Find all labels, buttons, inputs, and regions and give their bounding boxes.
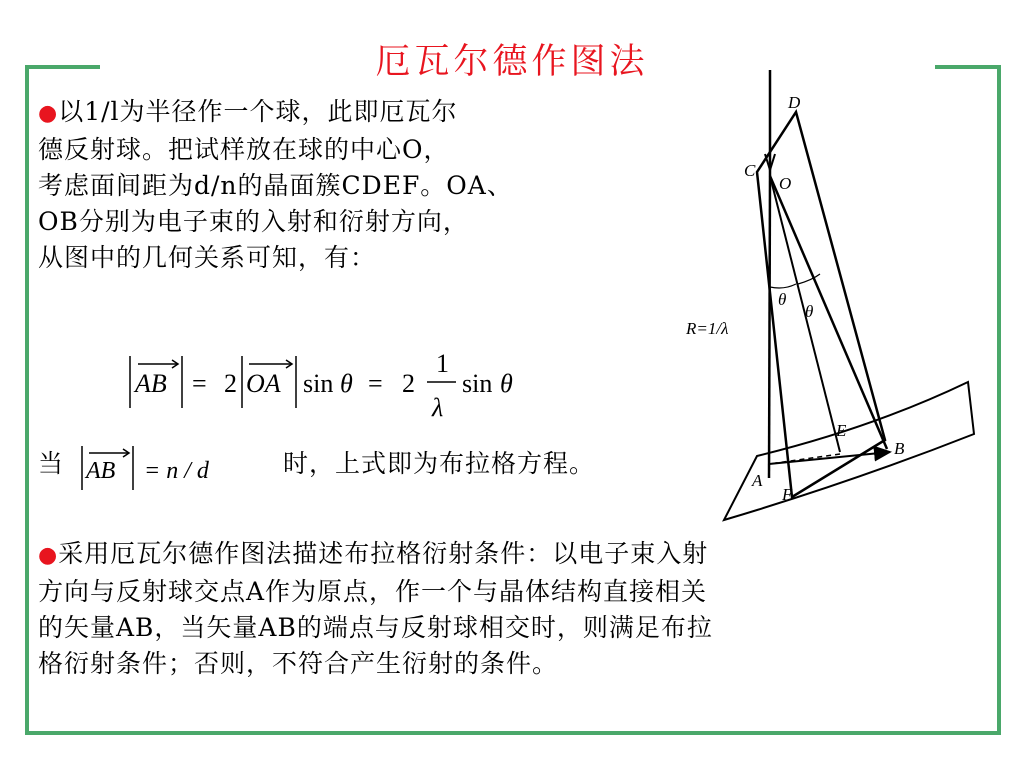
label-theta-2: θ (805, 302, 814, 321)
bullet-icon: ● (38, 543, 59, 568)
label-a: A (752, 471, 763, 490)
ewald-diagram (672, 62, 992, 532)
text-line: 德反射球。把试样放在球的中心O， (38, 135, 450, 164)
vector-ab: AB (135, 369, 167, 398)
text-line: ●以1/l为半径作一个球，此即厄瓦尔 (38, 97, 458, 126)
condition-rhs: = n / d (144, 458, 209, 484)
label-f: F (782, 485, 793, 504)
fraction-numerator: 1 (436, 349, 449, 378)
fraction-denominator: λ (432, 393, 444, 422)
text-line: 方向与反射球交点A作为原点，作一个与晶体结构直接相关 (38, 577, 708, 606)
label-o: O (779, 174, 792, 193)
frame-right (997, 65, 1001, 735)
bullet-icon: ● (38, 101, 59, 126)
reflection-sphere-surface (724, 382, 974, 520)
angle-arc (770, 284, 796, 288)
label-e: E (836, 421, 847, 440)
vector-ab: AB (86, 458, 116, 484)
incident-beam-through (769, 176, 770, 478)
paragraph-ewald-sphere (38, 94, 513, 276)
label-d: D (788, 93, 801, 112)
text-line: 格衍射条件；否则，不符合产生衍射的条件。 (38, 649, 559, 678)
sin-function: sin (462, 369, 493, 398)
text-line: OB分别为电子束的入射和衍射方向， (38, 207, 469, 236)
sin-function: sin (303, 369, 334, 398)
text-line: ●采用厄瓦尔德作图法描述布拉格衍射条件：以电子束入射 (38, 539, 709, 568)
label-b: B (894, 439, 905, 458)
equals-sign: = (192, 369, 207, 398)
paragraph-bragg-condition (38, 536, 713, 682)
formula-main (120, 338, 550, 428)
text-line: 的矢量AB，当矢量AB的端点与反射球相交时，则满足布拉 (38, 613, 713, 642)
text-line: 考虑面间距为d/n的晶面簇CDEF。OA、 (38, 171, 513, 200)
theta-symbol: θ (500, 369, 513, 398)
formula-condition (72, 440, 272, 494)
condition-prefix: 当 (38, 449, 65, 478)
slide-title: 厄瓦尔德作图法 (375, 42, 649, 82)
label-radius: R=1/λ (686, 319, 729, 338)
frame-bottom (25, 731, 1001, 735)
equals-sign: = (368, 369, 383, 398)
label-c: C (744, 161, 756, 180)
theta-symbol: θ (340, 369, 353, 398)
frame-left (25, 65, 29, 735)
condition-suffix: 时，上式即为布拉格方程。 (283, 449, 596, 478)
text-line: 从图中的几何关系可知，有： (38, 243, 377, 272)
vector-oa: OA (246, 369, 281, 398)
coefficient-two: 2 (402, 369, 415, 398)
coefficient-two: 2 (224, 369, 237, 398)
label-theta-1: θ (778, 290, 787, 309)
